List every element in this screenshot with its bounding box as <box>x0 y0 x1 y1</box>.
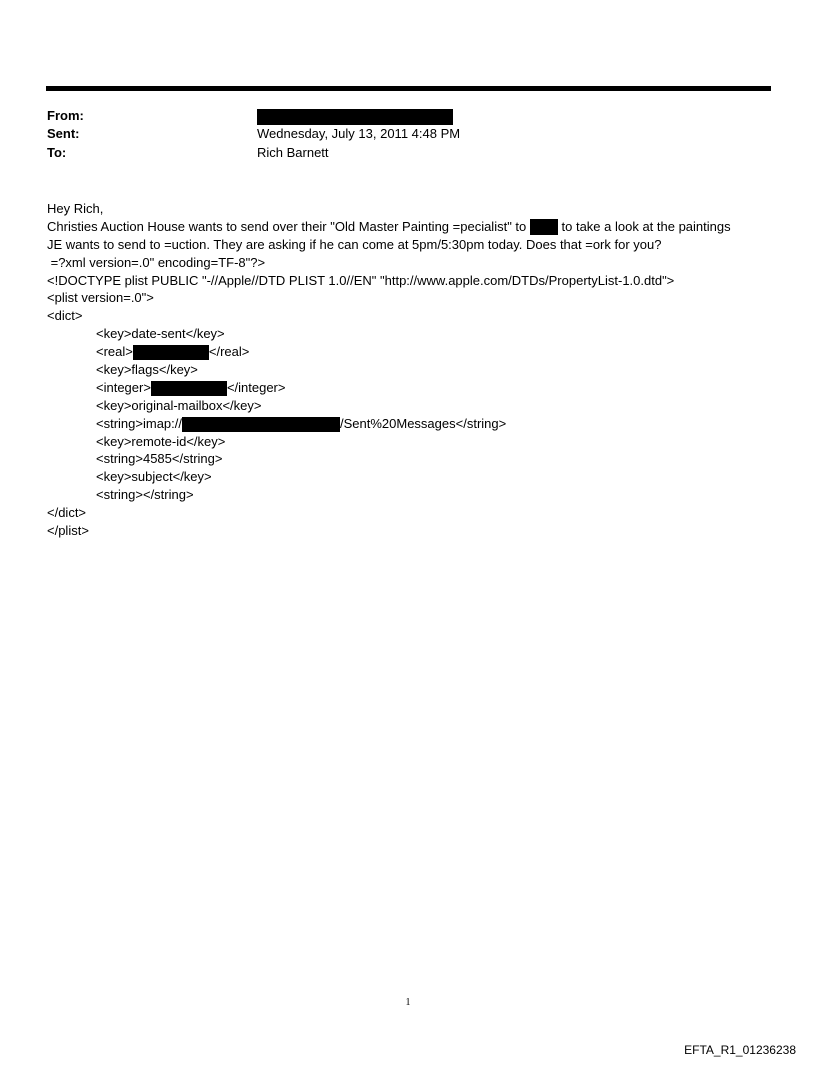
body-text-segment: </integer> <box>226 379 286 395</box>
body-text-segment: </real> <box>208 344 250 360</box>
body-text-segment: <integer> <box>96 379 151 395</box>
greeting: Hey Rich, <box>47 201 104 216</box>
body-line: <key>date-sent</key> <box>96 326 225 342</box>
from-value <box>257 108 453 125</box>
to-label: To: <box>47 145 67 160</box>
body-line: <key>original-mailbox</key> <box>96 397 262 413</box>
sent-label: Sent: <box>47 126 80 141</box>
bates-number: EFTA_R1_01236238 <box>684 1043 796 1057</box>
body-text-segment: to take a look at the paintings <box>557 218 731 234</box>
body-line: <key>flags</key> <box>96 362 198 378</box>
body-line: <dict> <box>47 308 83 324</box>
body-line <box>47 343 777 361</box>
body-line: </plist> <box>47 523 89 539</box>
body-line: <string></string> <box>96 487 194 503</box>
from-label: From: <box>47 108 84 123</box>
body-text-segment: /Sent%20Messages</string> <box>340 415 507 431</box>
body-text-segment: <string>imap:// <box>96 415 182 431</box>
body-text-segment: Christies Auction House wants to send over their "Old Master Painting =pecialist" to <box>47 218 530 234</box>
redaction-box <box>530 219 558 235</box>
body-line: </dict> <box>47 505 87 521</box>
sent-value: Wednesday, July 13, 2011 4:48 PM <box>257 126 461 141</box>
email-body <box>47 200 777 540</box>
redaction-box <box>182 417 340 432</box>
redaction-box <box>151 381 227 396</box>
page-number: 1 <box>405 997 411 1008</box>
body-text-segment: <real> <box>96 344 133 360</box>
body-line: JE wants to send to =uction. They are asking if he can come at 5pm/5:30pm today. Does that =ork for you? <box>47 236 662 252</box>
body-line: <!DOCTYPE plist PUBLIC "-//Apple//DTD PLIST 1.0//EN" "http://www.apple.com/DTDs/PropertyList-1.0.dtd"> <box>47 272 675 288</box>
body-line <box>47 415 777 433</box>
redaction-box <box>257 109 453 125</box>
body-line: <key>remote-id</key> <box>96 433 226 449</box>
body-line: <plist version=.0"> <box>47 290 154 306</box>
redaction-box <box>133 345 209 360</box>
body-line <box>47 218 777 236</box>
body-line <box>47 379 777 397</box>
body-line: <string>4585</string> <box>96 451 223 467</box>
body-line: <key>subject</key> <box>96 469 212 485</box>
header-rule <box>46 86 771 91</box>
to-value: Rich Barnett <box>257 145 329 160</box>
body-line: =?xml version=.0" encoding=TF-8"?> <box>47 254 266 270</box>
